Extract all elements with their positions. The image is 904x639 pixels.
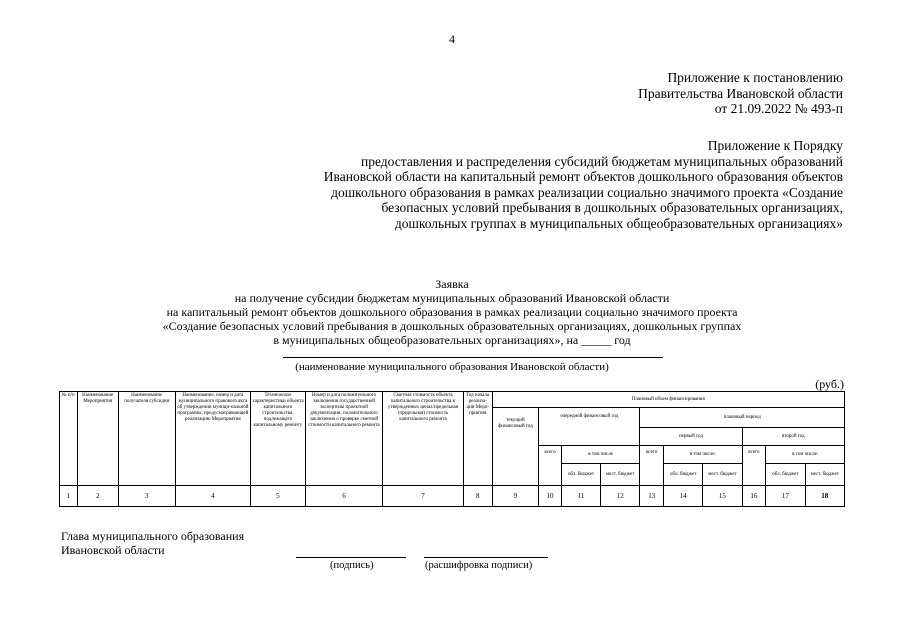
th-first-obl: обл. бюджет bbox=[664, 464, 703, 486]
request-line1: на получение субсидии бюджетам муниципальных образований Ивановской области bbox=[234, 291, 670, 305]
col-num-cell: 9 bbox=[492, 486, 538, 507]
appendix-order-line1: Приложение к Порядку bbox=[707, 138, 843, 153]
th-program: Наименование, номер и дата муниципального правового акта об утверждении муници-пальной программы, предусматривающей реализацию Мероприятия bbox=[175, 392, 250, 486]
appendix-decree-line2: Правительства Ивановской области bbox=[638, 85, 843, 101]
th-recipient: Наименование получателя субсидии bbox=[118, 392, 175, 486]
th-planning-period: плановый период bbox=[640, 408, 845, 428]
signature-decode-line[interactable] bbox=[424, 557, 548, 558]
appendix-decree bbox=[638, 70, 843, 117]
th-second-obl: обл. бюджет bbox=[766, 464, 805, 486]
request-line3: «Создание безопасных условий пребывания в дошкольных образовательных организациях, дошкольных группах bbox=[162, 319, 742, 333]
signature-line2: Ивановской области bbox=[61, 542, 165, 557]
page-number: 4 bbox=[449, 32, 455, 46]
th-plan: Плановый объем финансирования bbox=[492, 392, 844, 408]
th-second-incl: в том числе: bbox=[766, 446, 845, 464]
unit-label: (руб.) bbox=[815, 377, 844, 391]
col-num-cell: 13 bbox=[640, 486, 664, 507]
th-next-total: всего bbox=[539, 446, 562, 486]
municipality-name-line[interactable] bbox=[283, 357, 663, 358]
th-second-total: всего bbox=[742, 446, 766, 486]
col-num-cell: 4 bbox=[175, 486, 250, 507]
th-current-year: текущий финансовый год bbox=[492, 408, 538, 486]
municipality-caption: (наименование муниципального образования Ивановской области) bbox=[295, 361, 609, 373]
col-num-cell: 11 bbox=[561, 486, 600, 507]
appendix-decree-line3: от 21.09.2022 № 493-п bbox=[714, 101, 843, 116]
appendix-order-line6: дошкольных группах в муниципальных общеобразовательных организациях» bbox=[394, 215, 843, 231]
col-num-cell: 12 bbox=[601, 486, 640, 507]
col-num-cell: 14 bbox=[664, 486, 703, 507]
col-num-cell: 16 bbox=[742, 486, 766, 507]
request-title: Заявка bbox=[435, 277, 469, 291]
th-next-obl: обл. бюджет bbox=[561, 464, 600, 486]
th-next-incl: в том числе bbox=[561, 446, 639, 464]
appendix-decree-line1: Приложение к постановлению bbox=[667, 70, 843, 85]
th-next-mest: мест. бюджет bbox=[601, 464, 640, 486]
col-num-cell: 7 bbox=[383, 486, 464, 507]
appendix-order bbox=[324, 138, 843, 231]
col-num-cell: 5 bbox=[251, 486, 306, 507]
th-event: Наименование Мероприятия bbox=[77, 392, 118, 486]
col-num-cell: 8 bbox=[463, 486, 492, 507]
request-line2: на капитальный ремонт объектов дошкольного образования в рамках реализации социально значимого проекта bbox=[166, 305, 738, 319]
request-heading bbox=[0, 277, 904, 347]
th-next-year: очередной финансовый год bbox=[539, 408, 640, 446]
column-numbers-row bbox=[60, 486, 845, 507]
signature-title bbox=[61, 530, 244, 557]
th-year: Год начала реализа-ции Меро-приятия bbox=[463, 392, 492, 486]
col-num-cell: 10 bbox=[539, 486, 562, 507]
request-line4: в муниципальных общеобразовательных организациях», на _____ год bbox=[273, 333, 631, 347]
th-expert: Номер и дата положительного заключения государственной экспертизы проектной документации, положительного заключения о проверке сметной стоимости капитального ремонта bbox=[305, 392, 382, 486]
appendix-order-line4: дошкольного образования в рамках реализации социально значимого проекта «Создание bbox=[331, 184, 843, 200]
col-num-cell: 6 bbox=[305, 486, 382, 507]
th-first-total: всего bbox=[640, 446, 664, 486]
signature-caption: (подпись) bbox=[330, 560, 374, 571]
col-num-cell: 17 bbox=[766, 486, 805, 507]
col-num-cell: 15 bbox=[703, 486, 742, 507]
col-num-cell: 1 bbox=[60, 486, 78, 507]
appendix-order-line5: безопасных условий пребывания в дошкольных образовательных организациях, bbox=[381, 200, 843, 215]
col-num-cell: 3 bbox=[118, 486, 175, 507]
appendix-order-line3: Ивановской области на капитальный ремонт объектов дошкольного образования объектов bbox=[323, 169, 843, 184]
th-first-mest: мест. бюджет bbox=[703, 464, 742, 486]
th-second-mest: мест. бюджет bbox=[805, 464, 844, 486]
th-num: № п/п bbox=[60, 392, 78, 486]
th-second-year: второй год bbox=[742, 428, 844, 446]
appendix-order-line2: предоставления и распределения субсидий бюджетам муниципальных образований bbox=[361, 153, 843, 169]
col-num-cell: 18 bbox=[805, 486, 844, 507]
th-tech: Техническое характеристики объекта капитального строительства, подлежащего капитальному ремонту bbox=[251, 392, 306, 486]
signature-line1: Глава муниципального образования bbox=[61, 529, 245, 543]
th-first-year: первый год bbox=[640, 428, 742, 446]
th-cost: Сметная стоимость объекта капитального строительства в утвержденных ценах/предельная (предельная) стоимость капитального ремонта bbox=[383, 392, 464, 486]
signature-decode-caption: (расшифровка подписи) bbox=[425, 560, 533, 571]
signature-line[interactable] bbox=[296, 557, 406, 558]
th-first-incl: в том числе: bbox=[664, 446, 742, 464]
request-table bbox=[59, 391, 845, 507]
col-num-cell: 2 bbox=[77, 486, 118, 507]
